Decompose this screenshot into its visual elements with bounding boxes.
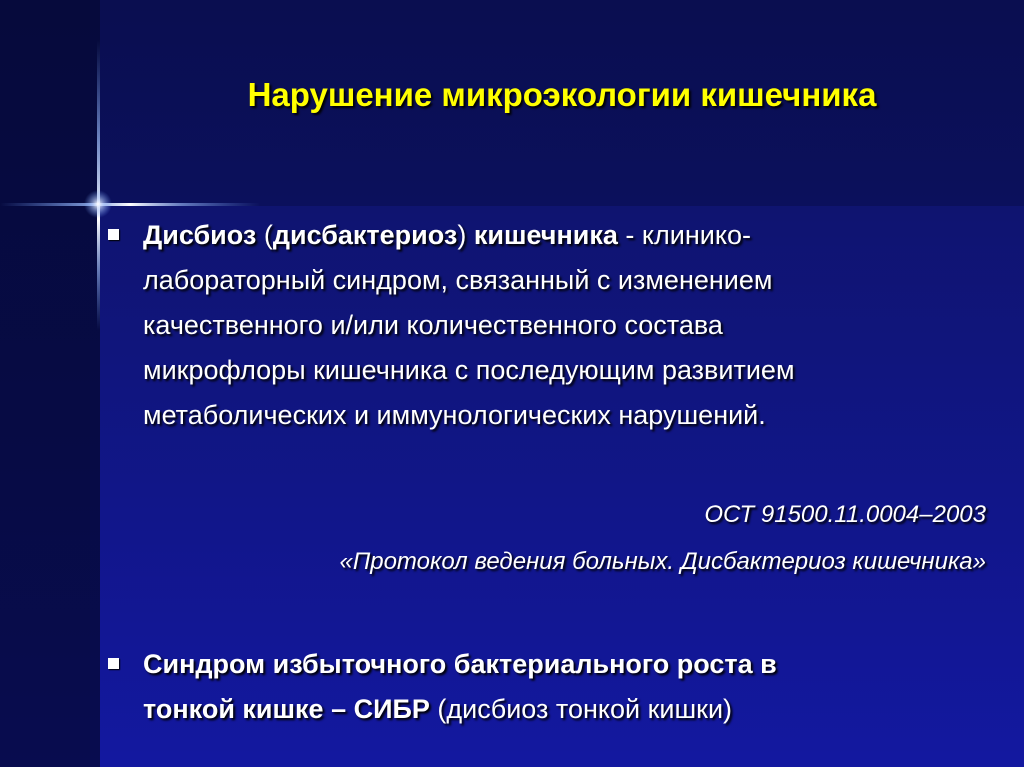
bullet-sibo [143,642,943,732]
sibo-line-1: Синдром избыточного бактериального роста в [143,649,777,679]
slide-title: Нарушение микроэкологии кишечника [247,76,877,113]
term-intestine: кишечника [473,220,618,250]
sibo-paren: (дисбиоз тонкой кишки) [429,694,733,724]
bullet-dysbiosis [143,213,943,438]
paren-open: ( [256,220,273,250]
term-dysbacteriosis: дисбактериоз [272,220,458,250]
definition-line: микрофлоры кишечника с последующим развитием [143,355,795,385]
definition-line: лабораторный синдром, связанный с изменением [143,265,773,295]
definition-line: метаболических и иммунологических нарушений. [143,400,766,430]
definition-line: - клинико- [617,220,751,250]
sibo-term: тонкой кишке – СИБР [143,694,430,724]
citation-standard: ОСТ 91500.11.0004–2003 [704,501,986,528]
definition-line: качественного и/или количественного состава [143,310,723,340]
bullet-square-icon [108,229,119,240]
citation-protocol: «Протокол ведения больных. Дисбактериоз кишечника» [339,548,986,575]
paren-close: ) [457,220,474,250]
bullet-square-icon [108,658,119,669]
term-dysbiosis: Дисбиоз [143,220,257,250]
